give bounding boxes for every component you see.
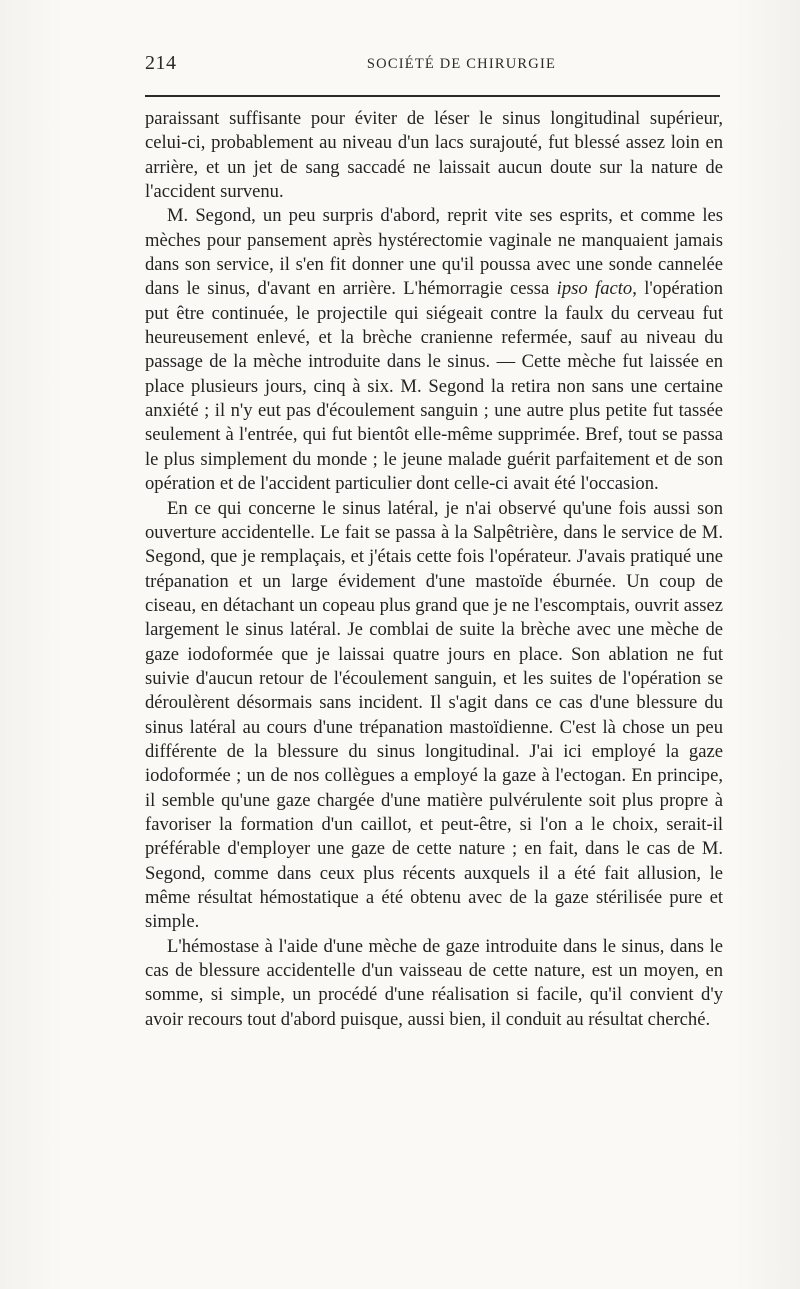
paragraph-2-part-b: , l'opération put être continuée, le projectile qui siégeait contre la faulx du cerveau fut heureusement enlevé, et la brèche cranienne refermée, sauf au niveau du passage de la mèche introduite dans le sinus. — Cette mèche fut laissée en place plusieurs jours, cinq à six. M. Segond la retira non sans une certaine anxiété ; il n'y eut pas d'écoulement sanguin ; une autre plus petite fut tassée seulement à l'entrée, qui fut bientôt elle-même supprimée. Bref, tout se passa le plus simplement du monde ; le jeune malade guérit parfaitement et de son opération et de l'accident particulier dont celle-ci avait été l'occasion.: [145, 278, 724, 495]
header-rule: [145, 95, 720, 97]
paragraph-3: En ce qui concerne le sinus latéral, je n'ai observé qu'une fois aussi son ouverture accidentelle. Le fait se passa à la Salpêtrière, dans le service de M. Segond, que je remplaçais, et j'étais cette fois l'opérateur. J'avais pratiqué une trépanation et un large évidement d'une mastoïde éburnée. Un coup de ciseau, en détachant un copeau plus grand que je ne l'escomptais, ouvrit assez largement le sinus latéral. Je comblai de suite la brèche avec une mèche de gaze iodoformée que je laissai quatre jours en place. Son ablation ne fut suivie d'aucun retour de l'écoulement sanguin, et les suites de l'opération se déroulèrent désormais sans incident. Il s'agit dans ce cas d'une blessure du sinus latéral au cours d'une trépanation mastoïdienne. C'est là chose un peu différente de la blessure du sinus longitudinal. J'ai ici employé la gaze iodoformée ; un de nos collègues a employé la gaze à l'ectogan. En principe, il semble qu'une gaze chargée d'une matière pulvérulente soit plus propre à favoriser la formation d'un caillot, et peut-être, si l'on a le choix, serait-il préférable d'employer une gaze de cette nature ; en fait, dans le cas de M. Segond, comme dans ceux plus récents auxquels il a été fait allusion, le même résultat hémostatique a été obtenu avec de la gaze stérilisée pure et simple.: [145, 497, 723, 933]
paragraph-1: paraissant suffisante pour éviter de léser le sinus longitudinal supérieur, celui-ci, probablement au niveau d'un lacs surajouté, fut blessé assez loin en arrière, et un jet de sang saccadé ne laissait aucun doute sur la nature de l'accident survenu.: [145, 108, 723, 203]
body-text: [145, 107, 723, 1032]
running-title: SOCIÉTÉ DE CHIRURGIE: [366, 56, 557, 72]
running-head: [145, 52, 720, 82]
paragraph-4: L'hémostase à l'aide d'une mèche de gaze introduite dans le sinus, dans le cas de blessure accidentelle d'un vaisseau de cette nature, est un moyen, en somme, si simple, un procédé d'une réalisation si facile, qu'il convient d'y avoir recours tout d'abord puisque, aussi bien, il conduit au résultat cherché.: [145, 935, 723, 1030]
paragraph-2: [145, 204, 723, 496]
ipso-facto-italic: ipso facto: [556, 278, 633, 300]
page-number: 214: [145, 52, 177, 74]
paragraph-2-part-a: M. Segond, un peu surpris d'abord, reprit vite ses esprits, et comme les mèches pour pansement après hystérectomie vaginale ne manquaient jamais dans son service, il s'en fit donner une qu'il poussa avec une sonde cannelée dans le sinus, d'avant en arrière. L'hémorragie cessa: [145, 205, 723, 300]
